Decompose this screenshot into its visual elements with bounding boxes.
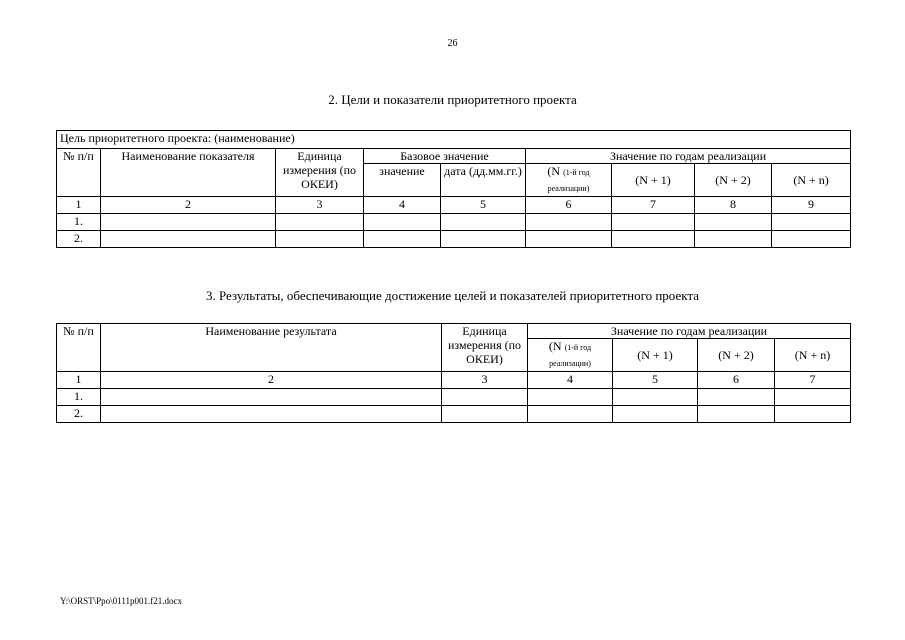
row-num: 2. [57,406,101,423]
goal-name-cell: Цель приоритетного проекта: (наименование) [57,131,851,149]
table-row [57,406,851,423]
header-year-n2: (N + 2) [695,164,772,197]
empty-cell [613,406,698,423]
empty-cell [101,214,276,231]
empty-cell [613,389,698,406]
header-year-nn: (N + n) [775,339,851,372]
header-year-n-main: (N [547,164,561,178]
column-number: 1 [57,197,101,214]
header-base-value-date: дата (дд.мм.гг.) [441,164,526,197]
column-number: 9 [772,197,851,214]
header-base-value-value: значение [364,164,441,197]
column-number: 7 [612,197,695,214]
header-year-n-main: (N [548,339,562,353]
column-number: 2 [101,372,442,389]
empty-cell [441,231,526,248]
file-path-footer: Y:\ORST\Ppo\0111p001.f21.docx [60,596,183,606]
empty-cell [528,406,613,423]
empty-cell [612,231,695,248]
empty-cell [775,406,851,423]
column-number: 1 [57,372,101,389]
header-year-n2: (N + 2) [698,339,775,372]
row-num: 1. [57,389,101,406]
column-number: 4 [364,197,441,214]
section-3-title: 3. Результаты, обеспечивающие достижение целей и показателей приоритетного проекта [206,288,699,303]
header-num: № п/п [57,149,101,197]
header-indicator-name: Наименование показателя [101,149,276,197]
header-base-value: Базовое значение [364,149,526,164]
empty-cell [526,231,612,248]
column-number: 8 [695,197,772,214]
column-number: 6 [526,197,612,214]
column-number: 5 [441,197,526,214]
column-number: 7 [775,372,851,389]
row-num: 2. [57,231,101,248]
results-table [56,323,851,423]
empty-cell [695,231,772,248]
column-number: 2 [101,197,276,214]
header-year-n [526,164,612,197]
column-number: 6 [698,372,775,389]
header-year-nn: (N + n) [772,164,851,197]
header-result-name: Наименование результата [101,324,442,372]
column-number: 4 [528,372,613,389]
empty-cell [698,389,775,406]
empty-cell [528,389,613,406]
empty-cell [276,214,364,231]
empty-cell [612,214,695,231]
empty-cell [364,231,441,248]
empty-cell [101,406,442,423]
table-row [57,389,851,406]
empty-cell [101,389,442,406]
header-year-n1: (N + 1) [612,164,695,197]
header-year-n [528,339,613,372]
table-row [57,231,851,248]
empty-cell [101,231,276,248]
empty-cell [442,389,528,406]
header-by-years: Значение по годам реализации [526,149,851,164]
header-by-years: Значение по годам реализации [528,324,851,339]
empty-cell [775,389,851,406]
header-year-n-note: (1-й год реализации) [549,343,592,368]
empty-cell [441,214,526,231]
header-unit: Единица измерения (по ОКЕИ) [276,149,364,197]
column-numbers-row [57,372,851,389]
header-num: № п/п [57,324,101,372]
header-year-n-note: (1-й год реализации) [547,168,590,193]
empty-cell [772,231,851,248]
section-2-title: 2. Цели и показатели приоритетного проекта [328,92,577,107]
empty-cell [698,406,775,423]
row-num: 1. [57,214,101,231]
empty-cell [772,214,851,231]
header-unit: Единица измерения (по ОКЕИ) [442,324,528,372]
empty-cell [526,214,612,231]
page-number: 26 [447,38,458,49]
empty-cell [442,406,528,423]
empty-cell [695,214,772,231]
column-number: 3 [442,372,528,389]
empty-cell [276,231,364,248]
column-number: 3 [276,197,364,214]
table-row [57,214,851,231]
column-number: 5 [613,372,698,389]
goals-indicators-table [56,130,851,248]
empty-cell [364,214,441,231]
header-year-n1: (N + 1) [613,339,698,372]
column-numbers-row [57,197,851,214]
